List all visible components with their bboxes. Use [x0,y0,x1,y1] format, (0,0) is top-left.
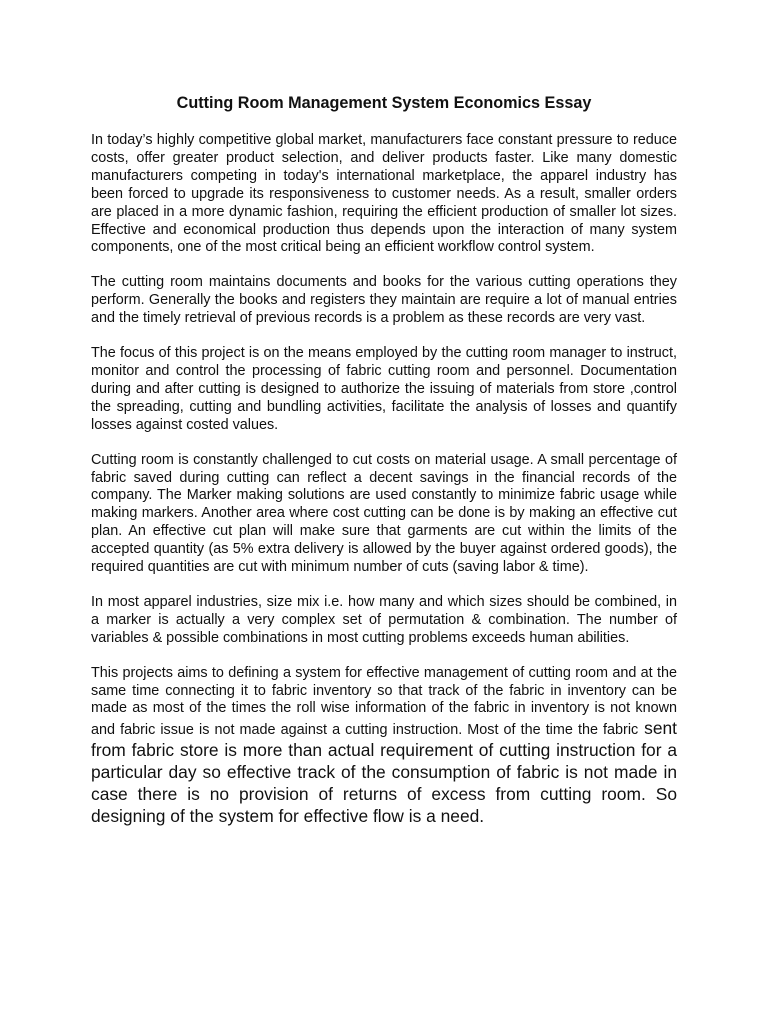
paragraph-6-large-text: sent from fabric store is more than actual requirement of cutting instruction for a particular day so effective track of the consumption of fabric is not made in case there is no provision of returns of excess from cutting room. So designing of the system for effective flow is a need. [91,718,677,826]
paragraph-5: In most apparel industries, size mix i.e. how many and which sizes should be combined, in a marker is actually a very complex set of permutation & combination. The number of variables & possible combinations in most cutting problems exceeds human abilities. [91,593,677,646]
paragraph-2: The cutting room maintains documents and books for the various cutting operations they perform. Generally the books and registers they maintain are require a lot of manual entries and the timely retrieval of previous records is a problem as these records are very vast. [91,274,677,327]
document-page [91,93,677,828]
paragraph-6-normal-text: This projects aims to defining a system for effective management of cutting room and at the same time connecting it to fabric inventory so that track of the fabric in inventory can be made as most of the times the roll wise information of the fabric in inventory is not known and fabric issue is not made against a cutting instruction. Most of the time the fabric [91,664,677,739]
paragraph-4: Cutting room is constantly challenged to cut costs on material usage. A small percentage of fabric saved during cutting can reflect a decent savings in the financial records of the company. The Marker making solutions are used constantly to minimize fabric usage while making markers. Another area where cost cutting can be done is by making an effective cut plan. An effective cut plan will make sure that garments are cut within the limits of the accepted quantity (as 5% extra delivery is allowed by the buyer against ordered goods), the required quantities are cut with minimum number of cuts (saving labor & time). [91,451,677,576]
paragraph-3: The focus of this project is on the means employed by the cutting room manager to instruct, monitor and control the processing of fabric cutting room and personnel. Documentation during and after cutting is designed to authorize the issuing of materials from store ,control the spreading, cutting and bundling activities, facilitate the analysis of losses and quantify losses against costed values. [91,345,677,433]
paragraph-1: In today’s highly competitive global market, manufacturers face constant pressure to reduce costs, offer greater product selection, and deliver products faster. Like many domestic manufacturers competing in today's international marketplace, the apparel industry has been forced to upgrade its responsiveness to customer needs. As a result, smaller orders are placed in a more dynamic fashion, requiring the efficient production of smaller lot sizes. Effective and economical production thus depends upon the interaction of many system components, one of the most critical being an efficient workflow control system. [91,132,677,256]
paragraph-6 [91,665,677,828]
document-title: Cutting Room Management System Economics Essay [176,94,592,112]
